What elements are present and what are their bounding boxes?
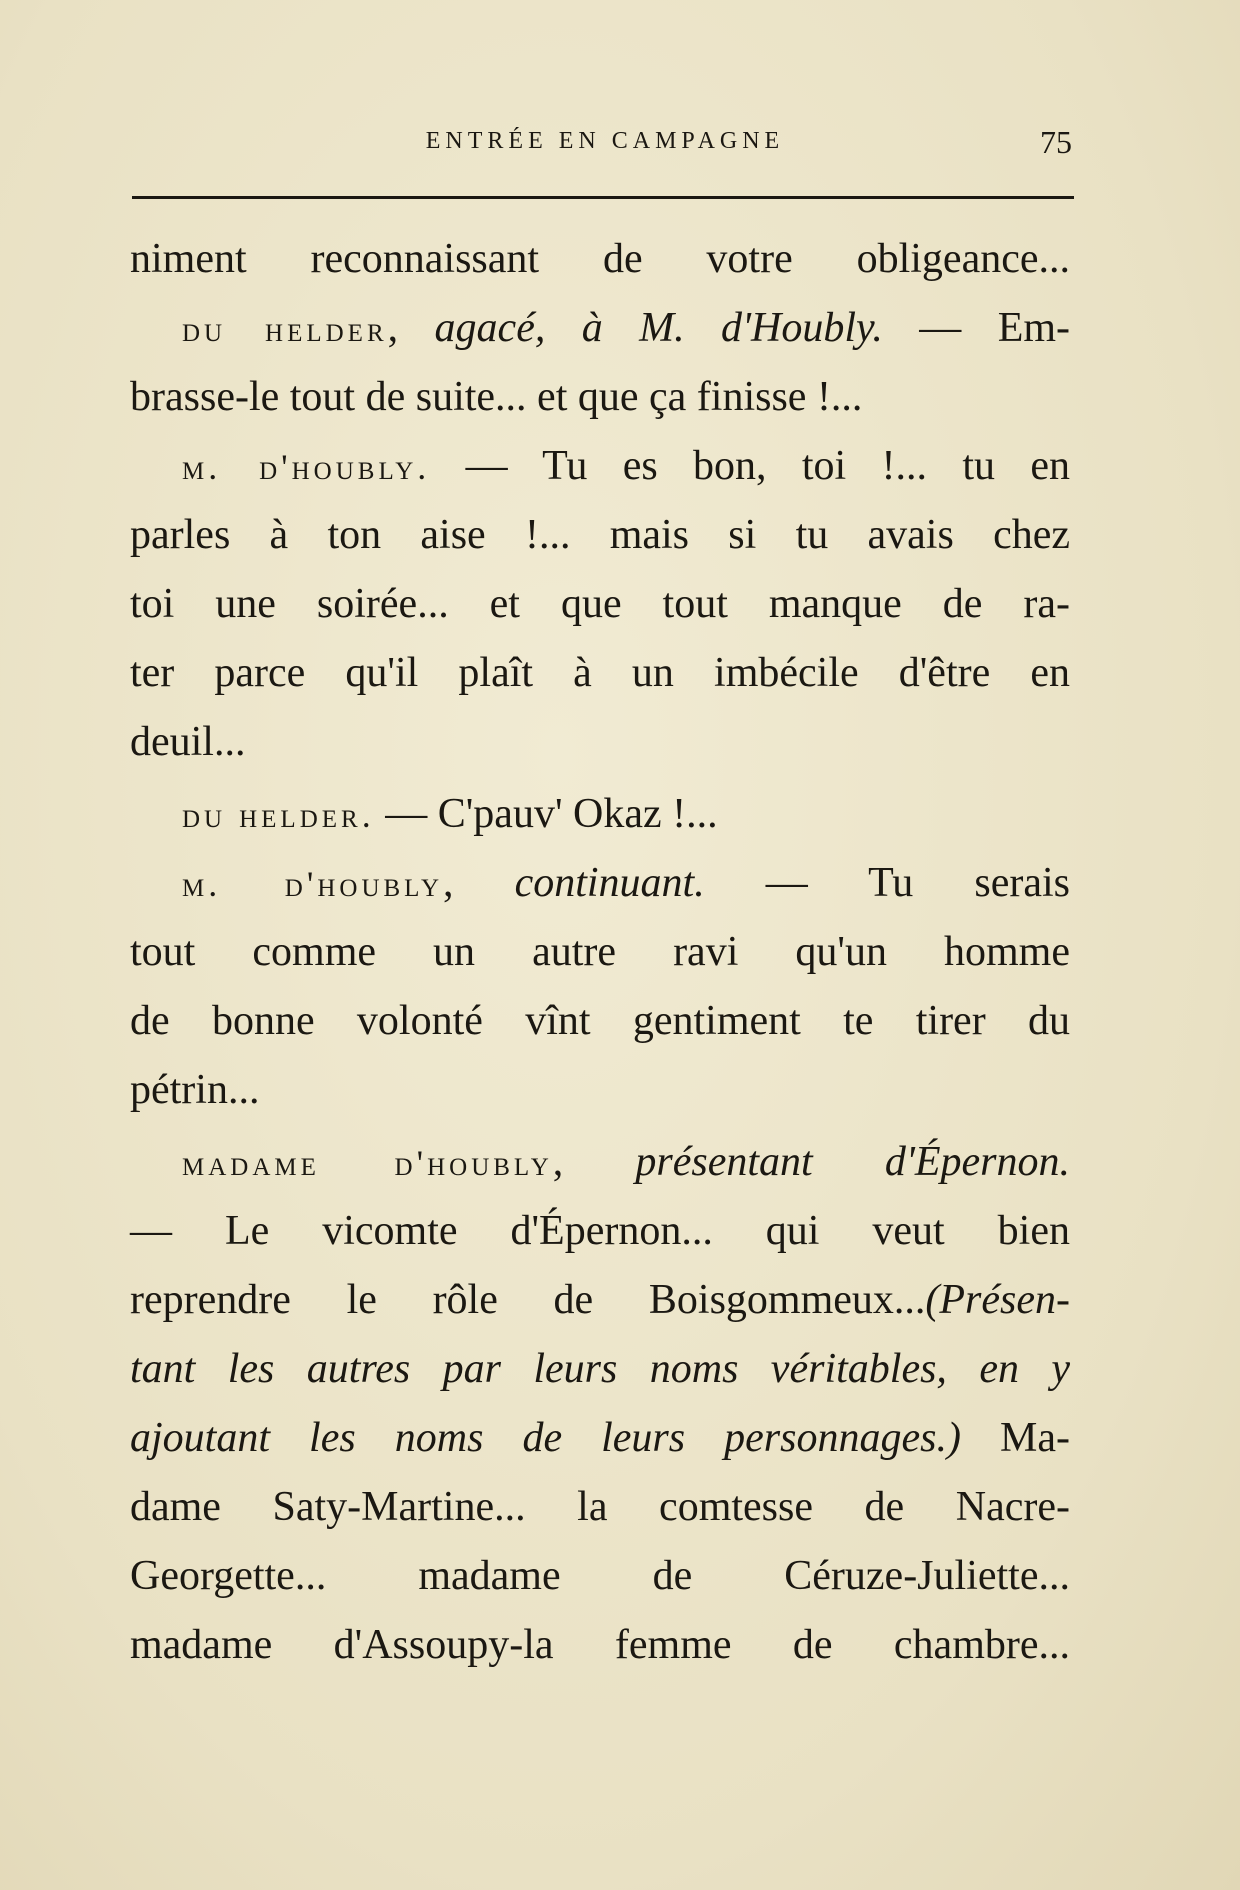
line-text: , <box>552 1139 636 1185</box>
line-text: pétrin... <box>130 1067 260 1113</box>
line-text: parles à ton aise !... mais si tu avais chez <box>130 512 1070 558</box>
line-text: de bonne volonté vînt gentiment te tirer du <box>130 998 1070 1044</box>
line-text: madame d'Assoupy-la femme de chambre... <box>130 1622 1070 1668</box>
text-line <box>130 225 1070 294</box>
line-text: — Tu es bon, toi !... tu en <box>430 443 1070 489</box>
speaker-name: m. d'houbly. <box>182 447 431 487</box>
text-line <box>130 1335 1070 1404</box>
page-number: 75 <box>1040 124 1072 160</box>
line-text: — C'pauv' Okaz !... <box>374 791 718 837</box>
line-text: , <box>443 860 515 906</box>
text-line <box>130 432 1070 501</box>
text-line <box>130 1611 1070 1680</box>
text-line <box>130 570 1070 639</box>
text-line <box>130 849 1070 918</box>
text-line <box>130 1128 1070 1197</box>
stage-direction: (Présen- <box>925 1277 1070 1323</box>
line-text: reprendre le rôle de Boisgommeux... <box>130 1277 926 1323</box>
text-line <box>130 1197 1070 1266</box>
text-line <box>130 1056 1070 1125</box>
line-text: deuil... <box>130 719 246 765</box>
stage-direction: tant les autres par leurs noms véritables, en y <box>130 1346 1070 1392</box>
text-line <box>130 1542 1070 1611</box>
line-text: tout comme un autre ravi qu'un homme <box>130 929 1070 975</box>
text-line <box>130 501 1070 570</box>
speaker-name: du helder. <box>182 795 375 835</box>
text-line <box>130 1404 1070 1473</box>
speaker-name: m. d'houbly <box>182 864 443 904</box>
running-head <box>130 124 1080 164</box>
stage-direction: continuant. <box>514 860 705 906</box>
text-line <box>130 708 1070 777</box>
text-line <box>130 1266 1070 1335</box>
line-text: — Em- <box>882 305 1071 351</box>
line-text: Ma- <box>960 1415 1070 1461</box>
line-text: Georgette... madame de Céruze-Juliette... <box>130 1553 1070 1599</box>
text-line <box>130 918 1070 987</box>
speaker-name: madame d'houbly <box>182 1143 553 1183</box>
text-line <box>130 987 1070 1056</box>
text-line <box>130 363 1070 432</box>
text-line <box>130 294 1070 363</box>
running-title: ENTRÉE EN CAMPAGNE <box>425 128 785 154</box>
line-text: toi une soirée... et que tout manque de ra- <box>130 581 1070 627</box>
stage-direction: ajoutant les noms de leurs personnages.) <box>130 1415 961 1461</box>
line-text: — Tu serais <box>704 860 1070 906</box>
line-text: , <box>387 305 435 351</box>
text-line <box>130 1473 1070 1542</box>
line-text: niment reconnaissant de votre obligeance... <box>130 236 1070 282</box>
text-line <box>130 780 1070 849</box>
line-text: dame Saty-Martine... la comtesse de Nacre- <box>130 1484 1070 1530</box>
line-text: brasse-le tout de suite... et que ça finisse !... <box>130 374 863 420</box>
line-text: — Le vicomte d'Épernon... qui veut bien <box>130 1208 1070 1254</box>
speaker-name: du helder <box>182 309 388 349</box>
body-text <box>130 225 1070 1680</box>
stage-direction: présentant d'Épernon. <box>635 1139 1070 1185</box>
text-line <box>130 639 1070 708</box>
line-text: ter parce qu'il plaît à un imbécile d'être en <box>130 650 1070 696</box>
header-rule <box>132 196 1074 199</box>
stage-direction: agacé, à M. d'Houbly. <box>434 305 883 351</box>
